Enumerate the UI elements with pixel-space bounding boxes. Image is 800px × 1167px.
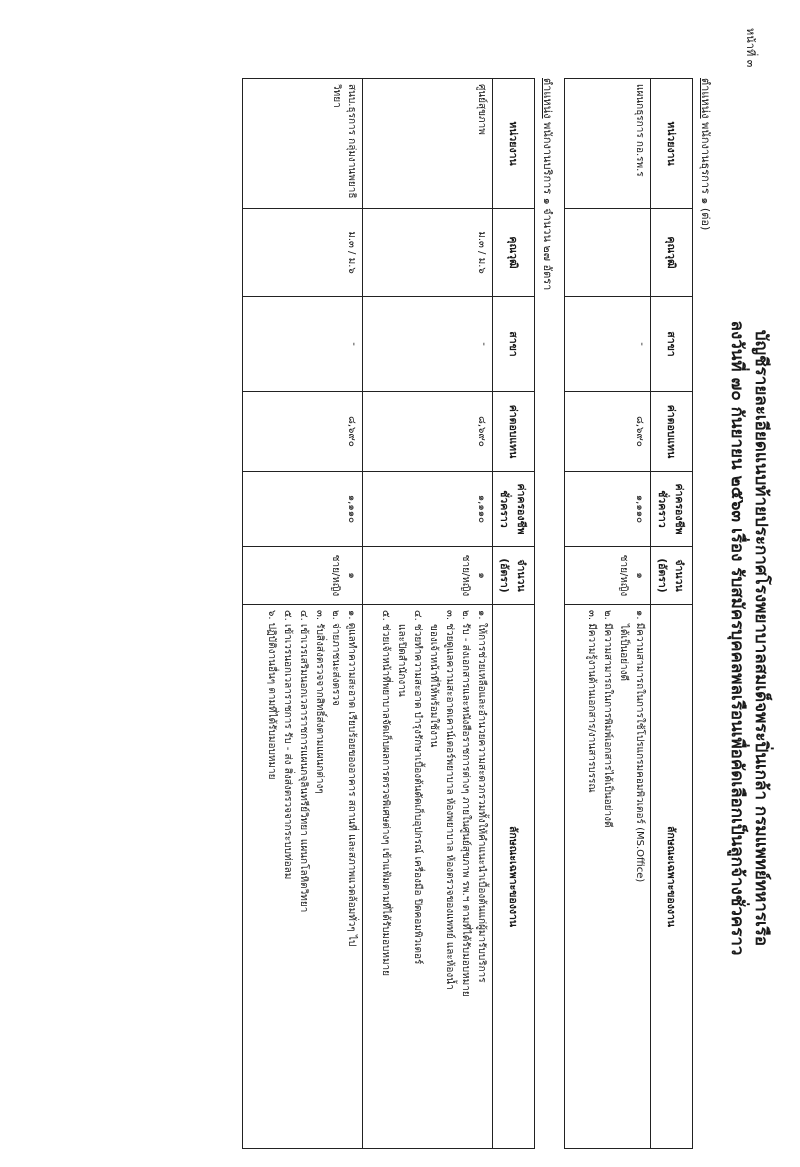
position-label: ตำแหน่ง: [699, 78, 712, 119]
duty-line: ได้เป็นอย่างดี: [618, 624, 629, 681]
position-table-2: [242, 78, 535, 1149]
duty-line: ๕. ช่วยเจ้าหน้าที่พยาบาลจัดเก็บผลการตรวจพิเศษต่างๆ เข้าแฟ้มตามที่ได้รับมอบหมาย: [380, 610, 391, 977]
rotated-document: [125, 78, 785, 1148]
cell-count: [243, 547, 363, 605]
duty-line: ๖. ปฏิบัติงานอื่นๆ ตามที่ได้รับมอบหมาย: [266, 610, 277, 780]
table-row: [363, 79, 493, 1149]
cell-cost-of-living: ๑,๑๑๐: [565, 472, 651, 547]
cell-qualification: [565, 209, 651, 297]
count-value: ๑: [634, 572, 645, 579]
duty-line: ๓. มีความรู้งานด้านเอกสาร/งานสารบรรณ: [586, 610, 597, 793]
cell-compensation: ๘,๖๙๐: [243, 392, 363, 472]
cell-field: -: [363, 297, 493, 392]
duty-line: ๒. มีความสามารถในการพิมพ์เอกสารได้เป็นอย่างดี: [602, 610, 613, 828]
header-job-description: ลักษณะเฉพาะของงาน: [651, 605, 693, 1149]
cell-field: -: [243, 297, 363, 392]
position-table-1: [564, 78, 693, 1149]
duty-line: ๔. เข้าเวรเสริมนอกเวลาราชการแผนกจุลินทรีย์วิทยา แผนกโลหิตวิทยา: [298, 610, 309, 913]
header-unit: หน่วยงาน: [651, 79, 693, 209]
cell-count: [363, 547, 493, 605]
position-heading-2: [539, 78, 557, 290]
duty-line: ๒. จ่ายภาชนะส่งตรวจ: [330, 610, 341, 706]
cell-unit: ศูนย์สุขภาพ: [363, 79, 493, 209]
header-compensation: ค่าตอบแทน: [493, 392, 535, 472]
header-cost-of-living: ค่าครองชีพ ชั่วคราว: [651, 472, 693, 547]
duty-line: และปิดสำนักงาน: [396, 624, 407, 697]
position-label: ตำแหน่ง: [541, 78, 554, 119]
header-job-description: ลักษณะเฉพาะของงาน: [493, 605, 535, 1149]
cell-compensation: ๘,๖๙๐: [565, 392, 651, 472]
header-qualification: คุณวุฒิ: [651, 209, 693, 297]
header-field: สาขา: [493, 297, 535, 392]
cell-qualification: ม.๓ / ม.๖: [363, 209, 493, 297]
page-number: หน้าที่ ๓: [744, 28, 757, 68]
duty-line: ๓. รับสิ่งส่งตรวจจากสิทธิ์ส่งตามแผนกต่างๆ: [314, 610, 325, 794]
cell-unit: แผนกธุรการ กอ.รพ.ร: [565, 79, 651, 209]
table-header-row: [493, 79, 535, 1149]
document-title-line2: ลงวันที่ ๗๐ กันยายน ๒๕๖๓ เรื่อง รับสมัครบุคคลพลเรือนเพื่อคัดเลือกเป็นลูกจ้างชั่วคราว: [727, 320, 747, 956]
duty-line: ๑. มีความสามารถในการใช้โปรแกรมคอมพิวเตอร์ (MS.Office): [634, 610, 645, 883]
position-text: พนักงานบริการ ๑ จำนวน ๒๗ อัตรา: [541, 118, 554, 291]
table-header-row: [651, 79, 693, 1149]
duty-line: ๑. ให้การช่วยเหลือและอำนวยความสะดวกรวมทั้งให้คำแนะนำเบื้องต้นแก่ผู้มารับบริการ: [476, 610, 487, 983]
cell-duties: [243, 605, 363, 1149]
count-value: ๑: [346, 572, 357, 579]
duty-line: ของเจ้าหน้าที่ให้พร้อมใช้งาน: [428, 624, 439, 748]
document-title-line1: บัญชีรายละเอียดแนบท้ายประกาศโรงพยาบาลสมเด็จพระปิ่นเกล้า กรมแพทย์ทหารเรือ: [751, 329, 771, 947]
header-count: จำนวน (อัตรา): [493, 547, 535, 605]
position-heading-1: [697, 78, 715, 230]
header-field: สาขา: [651, 297, 693, 392]
table-row: [565, 79, 651, 1149]
cell-cost-of-living: ๑,๑๑๐: [243, 472, 363, 547]
cell-qualification: ม.๓ / ม.๖: [243, 209, 363, 297]
gender-value: ชาย/หญิง: [330, 554, 341, 597]
duty-line: ๓. ช่วยดูแลความสะอาดเคาน์เตอร์พยาบาล ห้องพยาบาล ห้องตรวจของแพทย์ และห้องน้ำ: [444, 610, 455, 990]
cell-unit: สนบ.ธุรการ กลุ่มงานพยาธิวิทยา: [243, 79, 363, 209]
header-compensation: ค่าตอบแทน: [651, 392, 693, 472]
cell-count: [565, 547, 651, 605]
header-unit: หน่วยงาน: [493, 79, 535, 209]
gender-value: ชาย/หญิง: [618, 554, 629, 597]
gender-value: ชาย/หญิง: [460, 554, 471, 597]
cell-duties: [565, 605, 651, 1149]
count-value: ๑: [476, 572, 487, 579]
duty-line: ๕. เข้าเวรนอกเวลาราชการ รับ - ส่ง สิ่งส่งตรวจจากระบบท่อลม: [282, 610, 293, 880]
table-row: [243, 79, 363, 1149]
header-cost-of-living: ค่าครองชีพ ชั่วคราว: [493, 472, 535, 547]
header-qualification: คุณวุฒิ: [493, 209, 535, 297]
cell-compensation: ๘,๖๙๐: [363, 392, 493, 472]
cell-duties: [363, 605, 493, 1149]
duty-line: ๒. รับ - ส่งเอกสารและหนังสือราชการต่างๆ ภายในศูนย์สุขภาพ รพ.ฯ ตามที่ได้รับมอบหมาย: [460, 610, 471, 997]
position-text: พนักงานธุรการ ๑ (ต่อ): [699, 118, 712, 231]
cell-cost-of-living: ๑,๑๑๐: [363, 472, 493, 547]
cell-field: -: [565, 297, 651, 392]
header-count: จำนวน (อัตรา): [651, 547, 693, 605]
duty-line: ๔. ช่วยทำความสะอาด บำรุงรักษาเบื้องต้นดัดเก็บอุปกรณ์ เครื่องมือ ปิดคอมพิวเตอร์: [412, 610, 423, 965]
duty-line: ๑. ดูแลทำความสะอาด เรียบร้อยของอาคาร สถานที่ และสภาพแวดล้อมทั่วๆ ไป: [346, 610, 357, 947]
